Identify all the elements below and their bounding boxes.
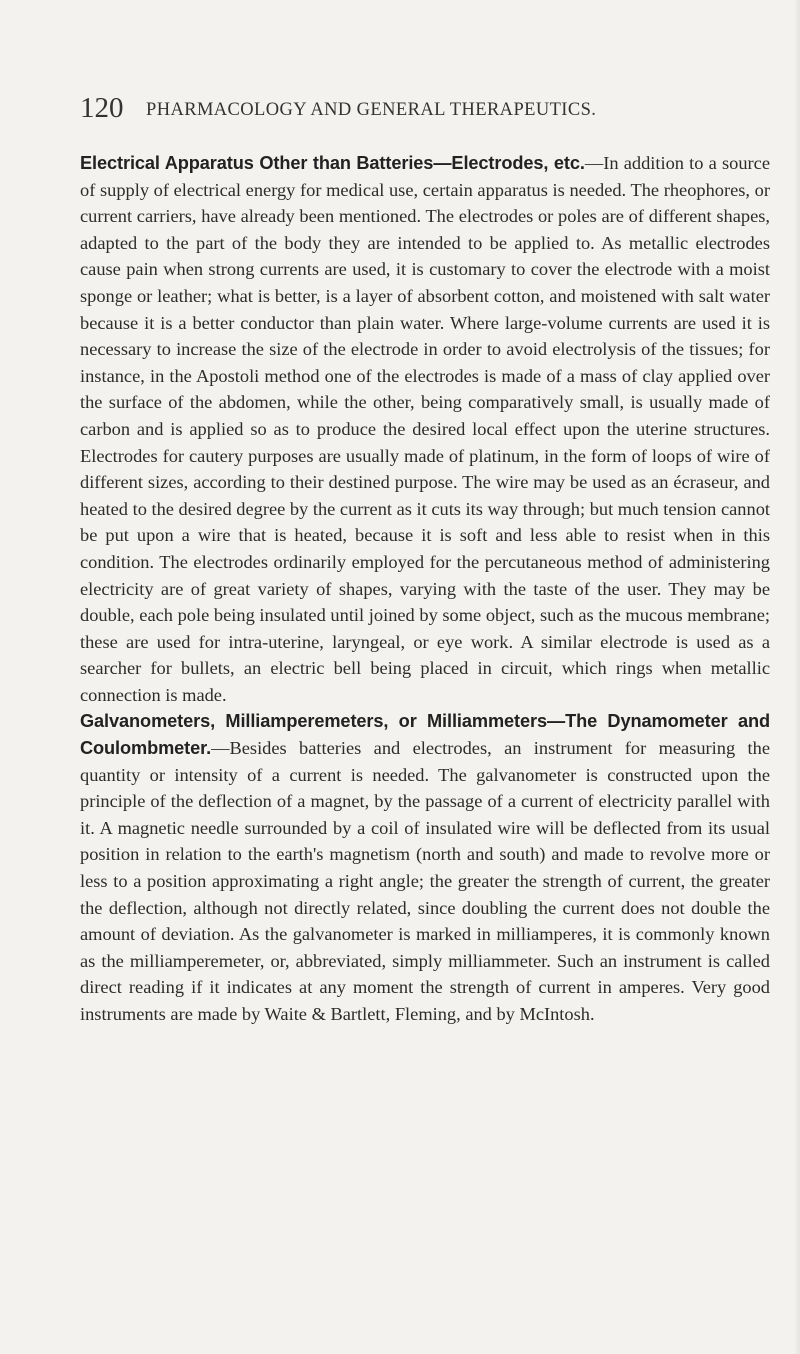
body-text <box>80 150 770 1028</box>
paragraph-galvanometers <box>80 708 770 1027</box>
paragraph-electrodes <box>80 150 770 708</box>
section-heading-electrodes: Electrical Apparatus Other than Batteries—Electrodes, etc. <box>80 153 585 173</box>
section-heading-galvanometers: Galvanometers, Milliamperemeters, or Milliammeters—The Dynamometer and Coulombmeter. <box>80 711 770 759</box>
running-head: PHARMACOLOGY AND GENERAL THERAPEUTICS. <box>146 100 597 120</box>
page-number: 120 <box>80 92 124 124</box>
page-edge-shadow <box>794 0 800 1354</box>
page-header <box>80 92 770 132</box>
book-page <box>80 92 770 1028</box>
paragraph-text: —In addition to a source of supply of electrical energy for medical use, certain apparatus is needed. The rheophores, or current carriers, have already been mentioned. The electrodes or poles are of different shapes, adapted to the part of the body they are intended to be applied to. As metallic electrodes cause pain when strong currents are used, it is customary to cover the electrode with a moist sponge or leather; what is better, is a layer of absorbent cotton, and moistened with salt water because it is a better conductor than plain water. Where large-volume currents are used it is necessary to increase the size of the electrode in order to avoid electrolysis of the tissues; for instance, in the Apostoli method one of the electrodes is made of a mass of clay applied over the surface of the abdomen, while the other, being comparatively small, is usually made of carbon and is applied so as to produce the desired local effect upon the uterine structures. Electrodes for cautery purposes are usually made of platinum, in the form of loops of wire of different sizes, according to their destined purpose. The wire may be used as an écraseur, and heated to the desired degree by the current as it cuts its way through; but much tension cannot be put upon a wire that is heated, because it is soft and less able to resist when in this condition. The electrodes ordinarily employed for the percutaneous method of administering electricity are of great variety of shapes, varying with the taste of the user. They may be double, each pole being insulated until joined by some object, such as the mucous membrane; these are used for intra-uterine, laryngeal, or eye work. A similar electrode is used as a searcher for bullets, an electric bell being placed in circuit, which rings when metallic connection is made. <box>80 153 771 705</box>
paragraph-text: —Besides batteries and electrodes, an instrument for measuring the quantity or intensity of a current is needed. The galvanometer is constructed upon the principle of the deflection of a magnet, by the passage of a current of electricity parallel with it. A magnetic needle surrounded by a coil of insulated wire will be deflected from its usual position in relation to the earth's magnetism (north and south) and made to revolve more or less to a position approximating a right angle; the greater the strength of current, the greater the deflection, although not directly related, since doubling the current does not double the amount of deviation. As the galvanometer is marked in milliamperes, it is commonly known as the milliamperemeter, or, abbreviated, simply milliammeter. Such an instrument is called direct reading if it indicates at any moment the strength of current in amperes. Very good instruments are made by Waite & Bartlett, Fleming, and by McIntosh. <box>80 738 770 1024</box>
